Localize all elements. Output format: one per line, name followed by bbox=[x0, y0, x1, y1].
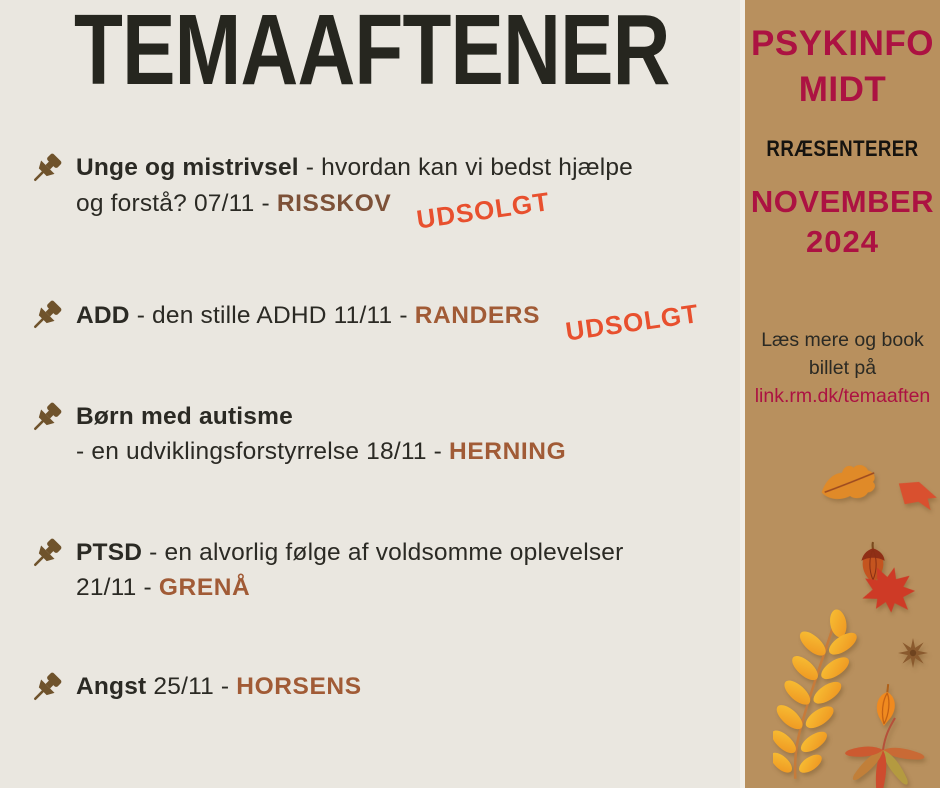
event-location: RANDERS bbox=[414, 302, 541, 329]
event-location: RISSKOV bbox=[276, 190, 392, 217]
event-location: HERNING bbox=[449, 438, 567, 465]
brand-name-line2: MIDT bbox=[798, 70, 887, 109]
event-title: Børn med autisme bbox=[76, 403, 293, 430]
sidebar-panel bbox=[740, 0, 940, 788]
oak-leaf-image bbox=[817, 458, 883, 507]
pushpin-icon bbox=[26, 298, 66, 341]
event-description: 21/11 - bbox=[76, 574, 159, 601]
event-description: - den stille ADHD 11/11 - bbox=[129, 302, 415, 329]
creeper-leaf-image bbox=[835, 716, 931, 788]
event-title: Angst bbox=[76, 673, 147, 700]
event-text bbox=[76, 399, 566, 469]
presents-label: RRÆSENTERER bbox=[766, 136, 919, 161]
pushpin-icon bbox=[26, 151, 66, 194]
event-row bbox=[26, 399, 566, 469]
star-anise-image bbox=[896, 638, 930, 668]
pushpin-icon bbox=[26, 670, 66, 713]
event-location: HORSENS bbox=[236, 673, 362, 700]
brand-name-line1: PSYKINFO bbox=[751, 24, 934, 63]
event-title: ADD bbox=[76, 302, 130, 329]
event-description: - en alvorlig følge af voldsomme oplevelser bbox=[142, 539, 624, 566]
maple-leaf-image bbox=[856, 558, 922, 620]
event-title: Unge og mistrivsel bbox=[76, 154, 299, 181]
event-row bbox=[26, 297, 701, 347]
event-row bbox=[26, 669, 362, 713]
booking-link: link.rm.dk/temaaften bbox=[754, 385, 931, 407]
cta-text-line1: Læs mere og book bbox=[761, 329, 924, 351]
event-description: - en udviklingsforstyrrelse 18/11 - bbox=[76, 438, 450, 465]
event-description: 25/11 - bbox=[146, 673, 237, 700]
event-description: og forstå? 07/11 - bbox=[76, 190, 277, 217]
event-title: PTSD bbox=[76, 539, 143, 566]
year-label: 2024 bbox=[806, 224, 879, 259]
soldout-badge: UDSOLGT bbox=[563, 298, 701, 347]
event-text bbox=[76, 297, 701, 347]
event-text bbox=[76, 150, 634, 235]
event-text bbox=[76, 669, 362, 704]
event-description: - hvordan kan vi bedst hjælpe bbox=[298, 154, 634, 181]
event-row bbox=[26, 535, 623, 605]
month-label: NOVEMBER bbox=[750, 184, 935, 219]
event-location: GRENÅ bbox=[158, 574, 251, 601]
red-leaf-fragment-image bbox=[893, 476, 940, 516]
event-text bbox=[76, 535, 623, 605]
event-row bbox=[26, 150, 634, 235]
pushpin-icon bbox=[26, 400, 66, 443]
soldout-badge: UDSOLGT bbox=[415, 186, 553, 235]
pushpin-icon bbox=[26, 536, 66, 579]
cta-text-line2: billet på bbox=[808, 357, 877, 379]
poster-title: TEMAAFTENER bbox=[74, 0, 670, 106]
